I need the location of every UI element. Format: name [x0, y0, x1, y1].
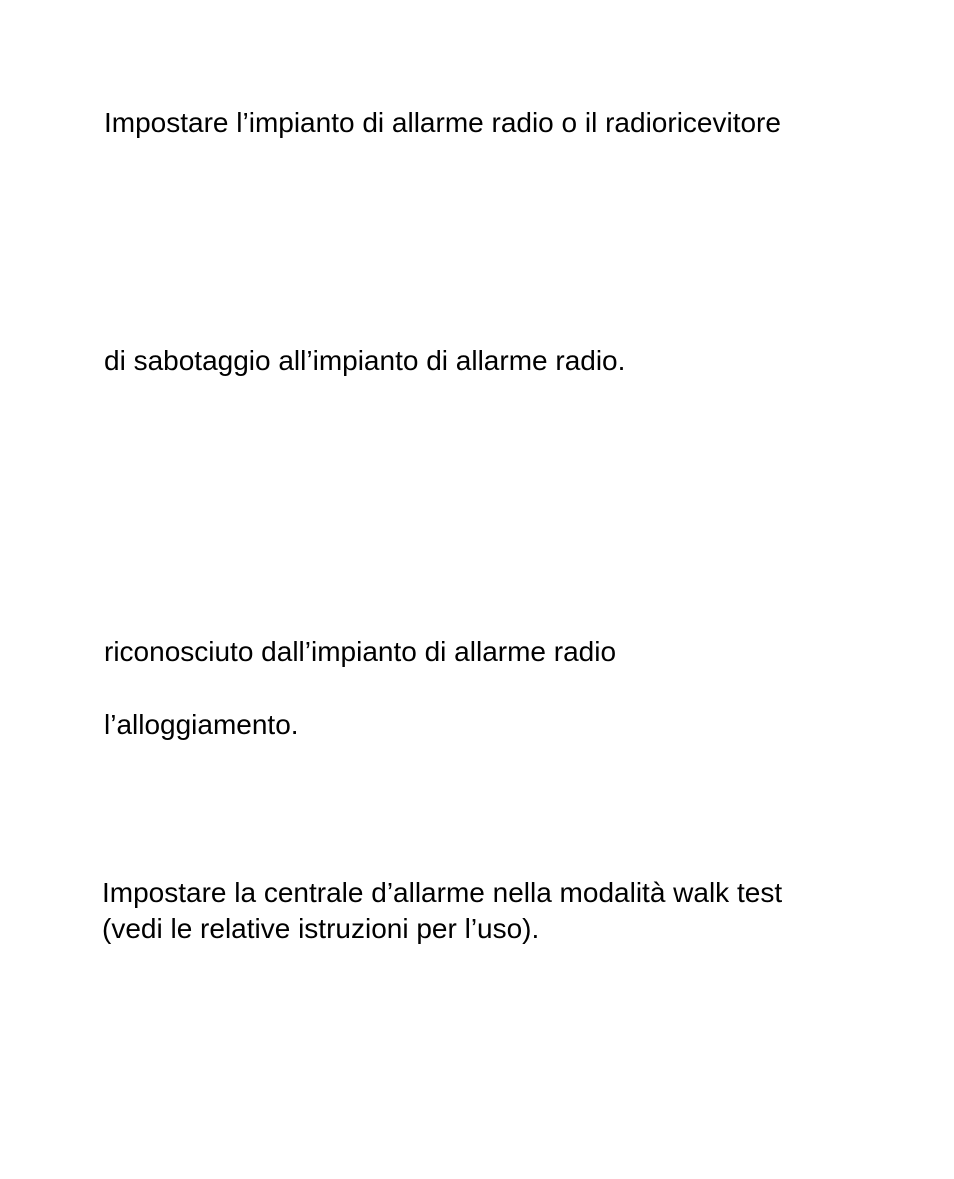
text-line-instructions: (vedi le relative istruzioni per l’uso).	[102, 913, 540, 944]
text-line-housing: l’alloggiamento.	[104, 709, 299, 740]
text-line-sabotage: di sabotaggio all’impianto di allarme radio.	[104, 345, 626, 376]
text-line-recognized: riconosciuto dall’impianto di allarme radio	[104, 636, 617, 667]
text-line-setup-alarm: Impostare l’impianto di allarme radio o il radioricevitore	[104, 107, 781, 138]
text-line-walk-test: Impostare la centrale d’allarme nella modalità walk test	[102, 877, 783, 908]
